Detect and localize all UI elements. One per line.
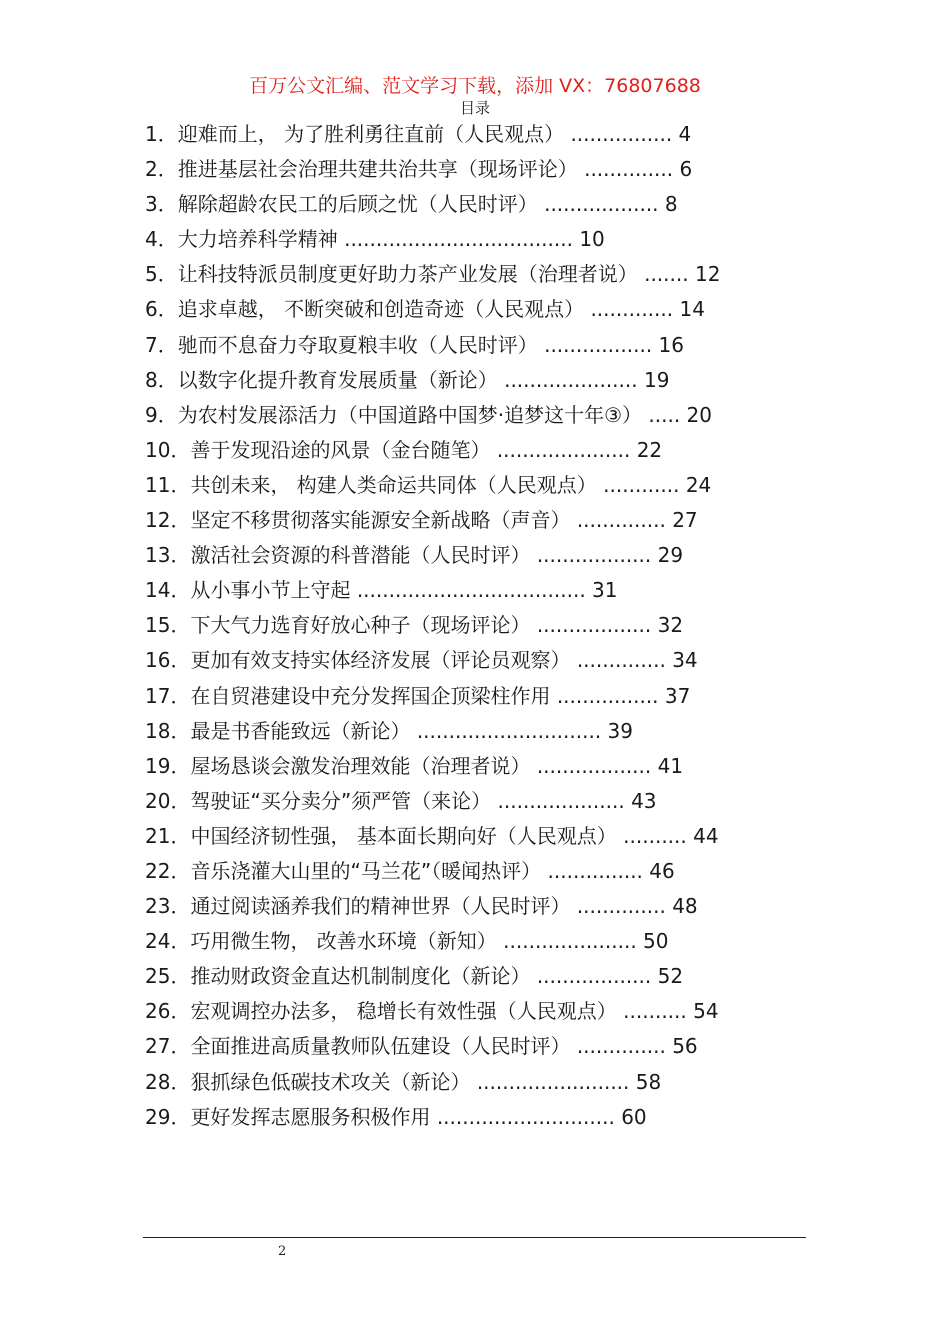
toc-entry-page: 22 (636, 437, 663, 462)
toc-entry-leader: ..................... (496, 437, 631, 462)
toc-entry[interactable] (145, 679, 845, 714)
toc-entry-number: 12 (145, 508, 171, 533)
toc-entry-title: 让科技特派员制度更好助力茶产业发展（治理者说） (177, 262, 638, 287)
toc-entry[interactable] (145, 292, 845, 327)
toc-entry-separator: ． (157, 122, 178, 146)
toc-entry-leader: ..................... (504, 367, 638, 392)
toc-entry-separator: ． (170, 1034, 191, 1059)
toc-entry-title: 宏观调控办法多， 稳增长有效性强（人民观点） (190, 999, 617, 1024)
toc-entry-page: 48 (672, 894, 698, 919)
toc-entry-page: 39 (607, 718, 633, 743)
toc-entry-separator: ． (170, 1069, 191, 1094)
toc-entry-title: 在自贸港建设中充分发挥国企顶梁柱作用 (190, 683, 551, 708)
toc-entry[interactable] (145, 784, 845, 819)
toc-entry-page: 10 (579, 227, 605, 252)
toc-entry-leader: ........................ (476, 1069, 630, 1094)
toc-entry[interactable] (145, 994, 845, 1029)
toc-entry-page: 32 (657, 613, 684, 638)
toc-entry-separator: ． (157, 332, 178, 357)
toc-entry-leader: ................ (556, 683, 659, 708)
toc-entry-separator: ． (157, 262, 178, 287)
toc-entry-separator: ． (170, 472, 191, 497)
toc-entry-page: 20 (686, 402, 712, 427)
toc-entry-leader: .......... (623, 823, 687, 848)
toc-entry-separator: ． (170, 788, 191, 813)
toc-entry-page: 43 (631, 788, 657, 813)
toc-entry-separator: ． (157, 367, 178, 392)
toc-entry-separator: ． (170, 999, 191, 1024)
toc-entry-title: 共创未来， 构建人类命运共同体（人民观点） (190, 472, 597, 497)
table-of-contents (145, 117, 845, 1135)
toc-entry-page: 34 (672, 648, 698, 673)
toc-entry-number: 15 (145, 613, 171, 638)
toc-entry-number: 7 (145, 332, 158, 357)
toc-entry-page: 37 (664, 683, 691, 708)
toc-entry-title: 大力培养科学精神 (177, 227, 338, 252)
toc-entry-number: 17 (145, 683, 171, 708)
toc-entry-number: 16 (145, 648, 171, 673)
toc-entry-number: 4 (145, 227, 158, 252)
toc-entry-leader: .............. (576, 508, 666, 533)
toc-entry-number: 22 (145, 858, 171, 883)
toc-entry-title: 坚定不移贯彻落实能源安全新战略（声音） (190, 508, 571, 533)
toc-entry-number: 1 (145, 122, 158, 146)
toc-entry-leader: .................... (497, 788, 625, 813)
toc-entry[interactable] (145, 257, 845, 292)
toc-entry-number: 10 (145, 437, 171, 462)
toc-entry-leader: .................. (536, 964, 652, 989)
toc-entry-number: 28 (145, 1069, 171, 1094)
toc-entry-page: 29 (657, 543, 684, 568)
toc-entry-number: 11 (145, 472, 171, 497)
toc-entry[interactable] (145, 222, 845, 257)
toc-entry-leader: ....... (644, 262, 689, 287)
toc-entry-leader: ..................... (503, 929, 637, 954)
toc-entry-number: 5 (145, 262, 158, 287)
toc-entry-separator: ． (170, 613, 191, 638)
toc-entry-title: 屋场恳谈会激发治理效能（治理者说） (190, 753, 531, 778)
toc-entry-separator: ． (157, 227, 178, 252)
toc-entry-leader: .................. (536, 613, 652, 638)
toc-entry[interactable] (145, 538, 845, 573)
toc-entry[interactable] (145, 1029, 845, 1064)
toc-entry-leader: .......... (623, 999, 687, 1024)
toc-entry[interactable] (145, 363, 845, 398)
toc-entry-title: 推动财政资金直达机制制度化（新论） (190, 964, 531, 989)
toc-entry-separator: ． (170, 718, 191, 743)
toc-entry-separator: ． (170, 543, 191, 568)
toc-entry-title: 激活社会资源的科普潜能（人民时评） (190, 543, 531, 568)
toc-entry-separator: ． (170, 683, 191, 708)
page-number: 2 (278, 1244, 287, 1259)
toc-entry-page: 56 (672, 1034, 698, 1059)
toc-entry-title: 全面推进高质量教师队伍建设（人民时评） (190, 1034, 571, 1059)
toc-entry-number: 21 (145, 823, 171, 848)
toc-entry-page: 27 (672, 508, 698, 533)
toc-entry-page: 50 (643, 929, 669, 954)
toc-entry-leader: .............. (584, 157, 674, 182)
toc-entry-number: 13 (145, 543, 171, 568)
toc-entry-title: 下大气力选育好放心种子（现场评论） (190, 613, 531, 638)
toc-entry-leader: ............................ (436, 1104, 615, 1129)
toc-entry-leader: ............... (547, 858, 643, 883)
toc-entry-page: 19 (643, 367, 670, 392)
toc-entry-page: 52 (657, 964, 684, 989)
toc-entry-separator: ． (170, 858, 191, 883)
toc-entry-page: 46 (649, 858, 675, 883)
toc-entry-title: 驾驶证“买分卖分”须严管（来论） (190, 788, 492, 813)
toc-entry-number: 27 (145, 1034, 171, 1059)
toc-entry[interactable] (145, 924, 845, 959)
toc-entry-title: 巧用微生物， 改善水环境（新知） (190, 929, 497, 954)
toc-entry-title: 迎难而上， 为了胜利勇往直前（人民观点） (177, 122, 565, 146)
toc-entry-page: 24 (685, 472, 712, 497)
toc-entry-number: 18 (145, 718, 171, 743)
toc-entry[interactable] (145, 117, 845, 152)
toc-entry[interactable] (145, 468, 845, 503)
toc-entry-page: 4 (678, 122, 692, 146)
promo-banner: 百万公文汇编、范文学习下载，添加 VX：76807688 (249, 75, 701, 97)
toc-entry[interactable] (145, 889, 845, 924)
toc-entry-separator: ． (170, 437, 191, 462)
toc-entry-number: 9 (145, 402, 158, 427)
toc-entry-leader: .................................... (344, 227, 573, 252)
toc-entry-separator: ． (170, 894, 191, 919)
toc-entry-separator: ． (157, 402, 178, 427)
toc-entry-title: 善于发现沿途的风景（金台随笔） (190, 437, 491, 462)
toc-entry-number: 25 (145, 964, 171, 989)
toc-entry[interactable] (145, 503, 845, 538)
toc-entry-title: 解除超龄农民工的后顾之忧（人民时评） (177, 192, 538, 217)
toc-entry[interactable] (145, 608, 845, 643)
toc-entry-title: 驰而不息奋力夺取夏粮丰收（人民时评） (177, 332, 538, 357)
toc-entry-title: 推进基层社会治理共建共治共享（现场评论） (177, 157, 578, 182)
toc-entry-title: 以数字化提升教育发展质量（新论） (177, 367, 498, 392)
toc-entry-number: 3 (145, 192, 158, 217)
toc-entry[interactable] (145, 959, 845, 994)
toc-entry-number: 20 (145, 788, 171, 813)
toc-entry-page: 6 (679, 157, 693, 182)
toc-entry-leader: .............. (576, 648, 666, 673)
toc-entry-number: 26 (145, 999, 171, 1024)
toc-entry-leader: .................. (536, 753, 652, 778)
toc-entry[interactable] (145, 187, 845, 222)
toc-entry-page: 12 (694, 262, 721, 287)
toc-entry-separator: ． (170, 753, 191, 778)
toc-entry-leader: .................................... (356, 578, 586, 603)
toc-entry-number: 19 (145, 753, 171, 778)
toc-entry-title: 更加有效支持实体经济发展（评论员观察） (190, 648, 571, 673)
toc-entry[interactable] (145, 854, 845, 889)
toc-entry-title: 追求卓越， 不断突破和创造奇迹（人民观点） (177, 297, 585, 322)
toc-entry-page: 41 (657, 753, 684, 778)
toc-entry-separator: ． (170, 929, 191, 954)
toc-entry-separator: ． (157, 297, 178, 322)
toc-entry-leader: ..... (648, 402, 681, 427)
toc-entry-number: 24 (145, 929, 171, 954)
toc-entry-number: 14 (145, 578, 171, 603)
toc-entry-title: 狠抓绿色低碳技术攻关（新论） (190, 1069, 471, 1094)
toc-entry-number: 2 (145, 157, 158, 182)
toc-entry-separator: ． (157, 157, 178, 182)
toc-entry[interactable] (145, 1065, 845, 1100)
toc-entry[interactable] (145, 749, 845, 784)
toc-entry-page: 16 (658, 332, 684, 357)
toc-entry-title: 从小事小节上守起 (190, 578, 351, 603)
toc-heading: 目录 (459, 99, 490, 117)
toc-entry-leader: .................. (544, 192, 659, 217)
toc-entry-leader: ................ (570, 122, 673, 146)
toc-entry-number: 6 (145, 297, 158, 322)
toc-entry-leader: ............ (603, 472, 680, 497)
toc-entry-page: 8 (664, 192, 678, 217)
toc-entry-page: 14 (679, 297, 705, 322)
toc-entry[interactable] (145, 152, 845, 187)
toc-entry-title: 最是书香能致远（新论） (190, 718, 411, 743)
toc-entry-leader: ............................. (416, 718, 602, 743)
toc-entry-page: 58 (635, 1069, 662, 1094)
toc-entry-separator: ． (170, 1104, 191, 1129)
toc-entry[interactable] (145, 433, 845, 468)
toc-entry-separator: ． (170, 964, 191, 989)
toc-entry-separator: ． (170, 578, 191, 603)
footer-divider (143, 1237, 806, 1238)
toc-entry-title: 通过阅读涵养我们的精神世界（人民时评） (190, 894, 571, 919)
toc-entry[interactable] (145, 328, 845, 363)
toc-entry[interactable] (145, 643, 845, 678)
toc-entry-separator: ． (157, 192, 178, 217)
toc-entry-number: 29 (145, 1104, 171, 1129)
toc-entry[interactable] (145, 714, 845, 749)
toc-entry-leader: ................. (544, 332, 653, 357)
toc-entry[interactable] (145, 398, 845, 433)
toc-entry-page: 60 (621, 1104, 647, 1129)
toc-entry[interactable] (145, 819, 845, 854)
toc-entry-leader: .............. (576, 1034, 666, 1059)
toc-entry-separator: ． (170, 823, 191, 848)
toc-entry-title: 为农村发展添活力（中国道路中国梦·追梦这十年③） (177, 402, 643, 427)
toc-entry-title: 更好发挥志愿服务积极作用 (190, 1104, 431, 1129)
toc-entry[interactable] (145, 1100, 845, 1135)
toc-entry-page: 44 (693, 823, 719, 848)
toc-entry-number: 8 (145, 367, 158, 392)
toc-entry-title: 中国经济韧性强， 基本面长期向好（人民观点） (190, 823, 617, 848)
toc-entry-separator: ． (170, 648, 191, 673)
toc-entry-page: 54 (693, 999, 719, 1024)
toc-entry-separator: ． (170, 508, 191, 533)
toc-entry-number: 23 (145, 894, 171, 919)
toc-entry-title: 音乐浇灌大山里的“马兰花”（暖闻热评） (190, 858, 542, 883)
toc-entry-leader: ............. (590, 297, 674, 322)
toc-entry-leader: .............. (576, 894, 666, 919)
toc-entry[interactable] (145, 573, 845, 608)
toc-entry-leader: .................. (536, 543, 652, 568)
toc-entry-page: 31 (592, 578, 618, 603)
